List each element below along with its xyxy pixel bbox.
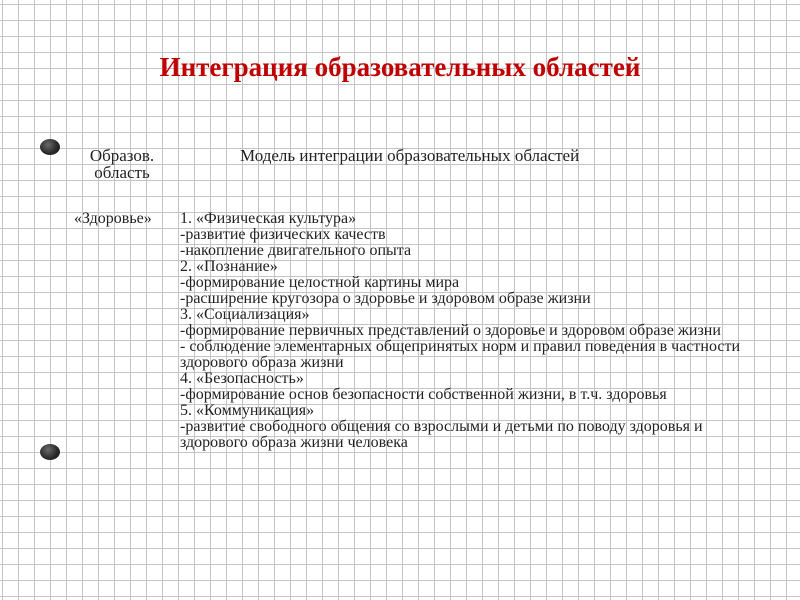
area-name: «Здоровье» [74,210,152,227]
bullet-icon [40,139,60,155]
model-line: -развитие физических качеств [180,226,386,243]
model-line: 2. «Познание» [180,258,278,275]
column-header-area-line1: Образов. [89,146,155,165]
column-header-model: Модель интеграции образовательных областей [240,146,580,165]
model-line: 1. «Физическая культура» [180,210,357,227]
model-line: - соблюдение элементарных общепринятых норм и правил поведения в частности здорового образа жизни [180,338,740,371]
bullet-icon [40,444,60,460]
column-header-area-line2: область [94,163,150,182]
model-line: -формирование основ безопасности собственной жизни, в т.ч. здоровья [180,386,667,403]
model-line: -развитие свободного общения со взрослыми и детьми по поводу здоровья и здорового образа жизни человека [180,418,703,451]
model-line: 4. «Безопасность» [180,370,304,387]
slide-title: Интеграция образовательных областей [159,52,641,82]
model-line: 3. «Социализация» [180,306,310,323]
model-line: -формирование целостной картины мира [180,274,460,291]
model-line: -накопление двигательного опыта [180,242,412,259]
model-line: -формирование первичных представлений о здоровье и здоровом образе жизни [180,322,721,339]
model-line: 5. «Коммуникация» [180,402,315,419]
model-list [180,211,760,451]
column-header-area [62,147,182,181]
model-line: -расширение кругозора о здоровье и здоровом образе жизни [180,290,591,307]
